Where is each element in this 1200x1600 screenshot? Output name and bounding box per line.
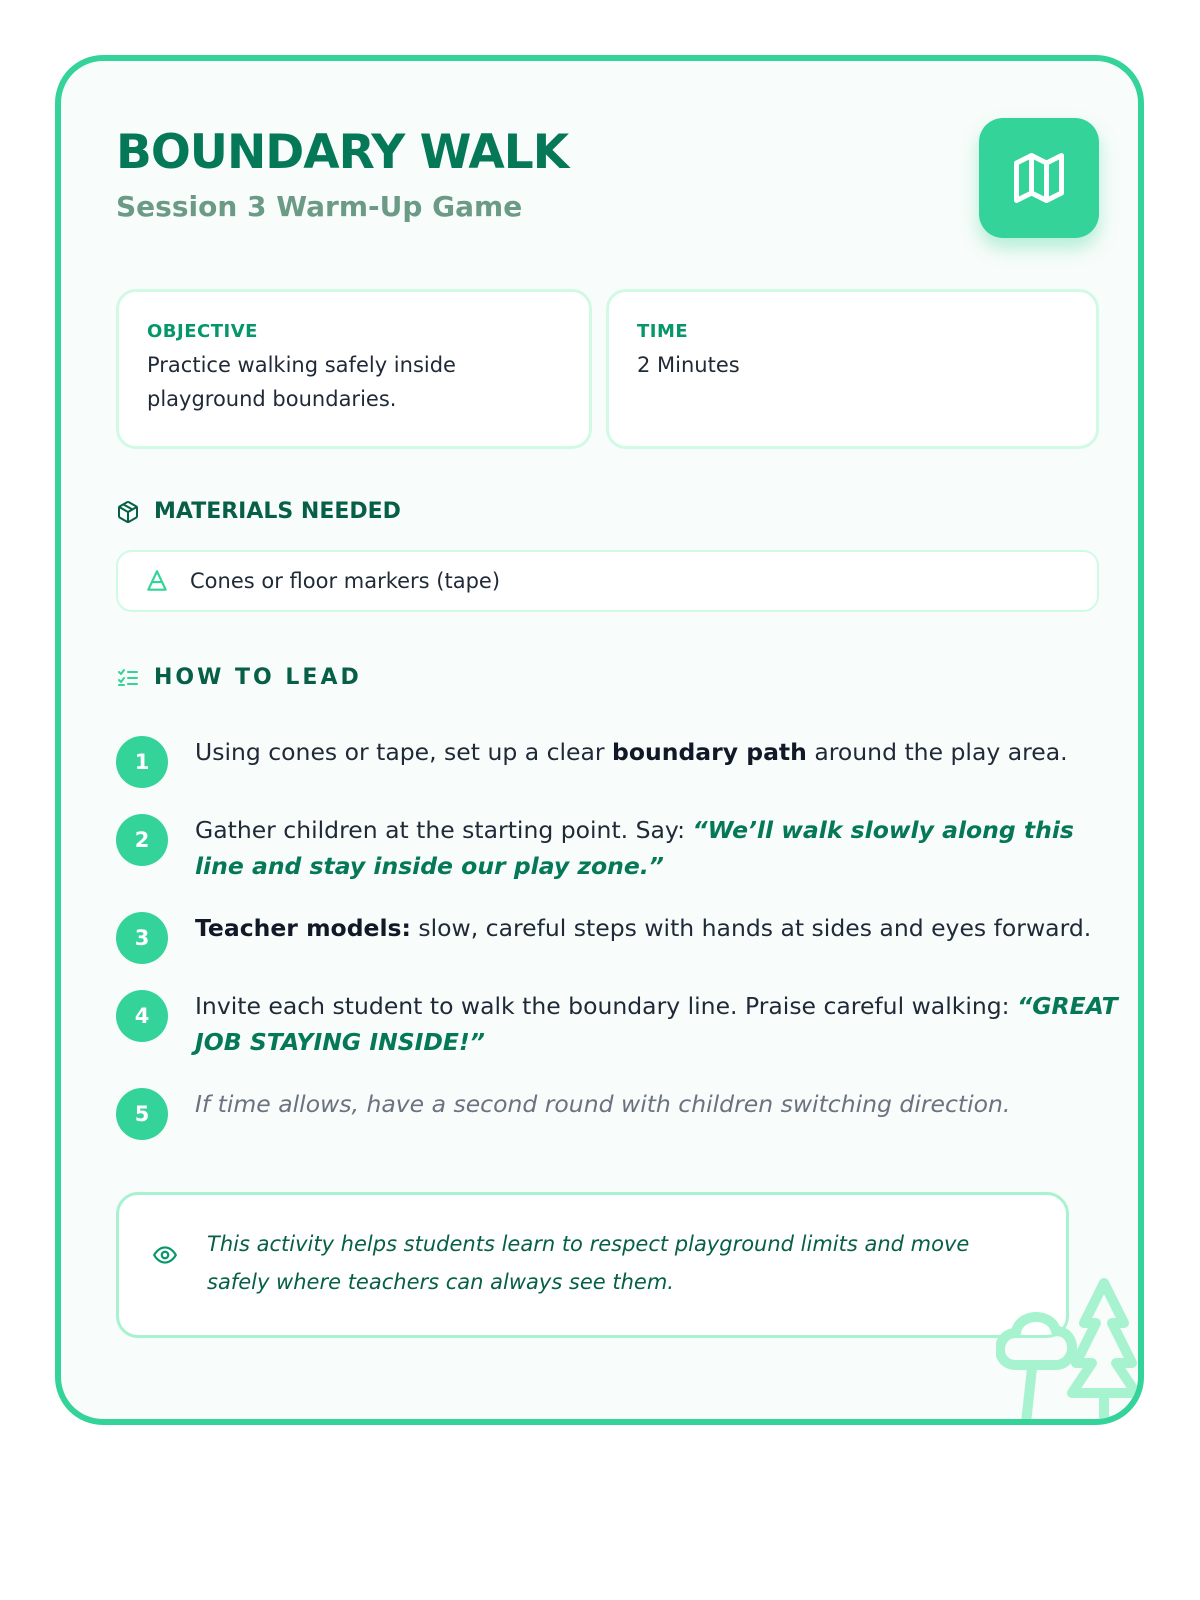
step-number: 3 xyxy=(116,912,168,964)
materials-heading-text: MATERIALS NEEDED xyxy=(154,499,401,524)
objective-box xyxy=(116,289,592,449)
cone-icon xyxy=(144,568,170,594)
step-text: Teacher models: slow, careful steps with hands at sides and eyes forward. xyxy=(195,914,1092,942)
eye-icon xyxy=(152,1242,178,1268)
step-text: Using cones or tape, set up a clear boundary path around the play area. xyxy=(195,738,1068,766)
step-number: 2 xyxy=(116,814,168,866)
step-number: 4 xyxy=(116,990,168,1042)
activity-card xyxy=(55,55,1144,1425)
page-subtitle: Session 3 Warm-Up Game xyxy=(116,190,523,223)
trees-icon xyxy=(996,1273,1144,1425)
material-item-text: Cones or floor markers (tape) xyxy=(190,569,501,593)
how-to-lead-heading xyxy=(116,665,362,690)
step-text: Invite each student to walk the boundary line. Praise careful walking: “GREAT JOB STAYING INSIDE!” xyxy=(195,992,1118,1056)
page-title: BOUNDARY WALK xyxy=(116,125,569,180)
time-value: 2 Minutes xyxy=(637,353,740,377)
objective-label: OBJECTIVE xyxy=(147,321,258,342)
map-badge xyxy=(979,118,1099,238)
note-text: This activity helps students learn to respect playground limits and move safely where teachers can always see them. xyxy=(207,1232,970,1294)
how-to-lead-heading-text: HOW TO LEAD xyxy=(154,665,362,690)
step-text: Gather children at the starting point. Say: “We’ll walk slowly along this line and stay inside our play zone.” xyxy=(195,816,1074,880)
step-text: If time allows, have a second round with children switching direction. xyxy=(195,1090,1011,1118)
material-item xyxy=(116,550,1099,612)
objective-value: Practice walking safely inside playground boundaries. xyxy=(147,353,456,411)
checklist-icon xyxy=(116,666,140,690)
materials-heading xyxy=(116,499,401,524)
time-label: TIME xyxy=(637,321,689,342)
time-box xyxy=(606,289,1099,449)
note-box xyxy=(116,1192,1069,1338)
box-icon xyxy=(116,500,140,524)
map-icon xyxy=(1009,148,1069,208)
step-number: 5 xyxy=(116,1088,168,1140)
step-number: 1 xyxy=(116,736,168,788)
